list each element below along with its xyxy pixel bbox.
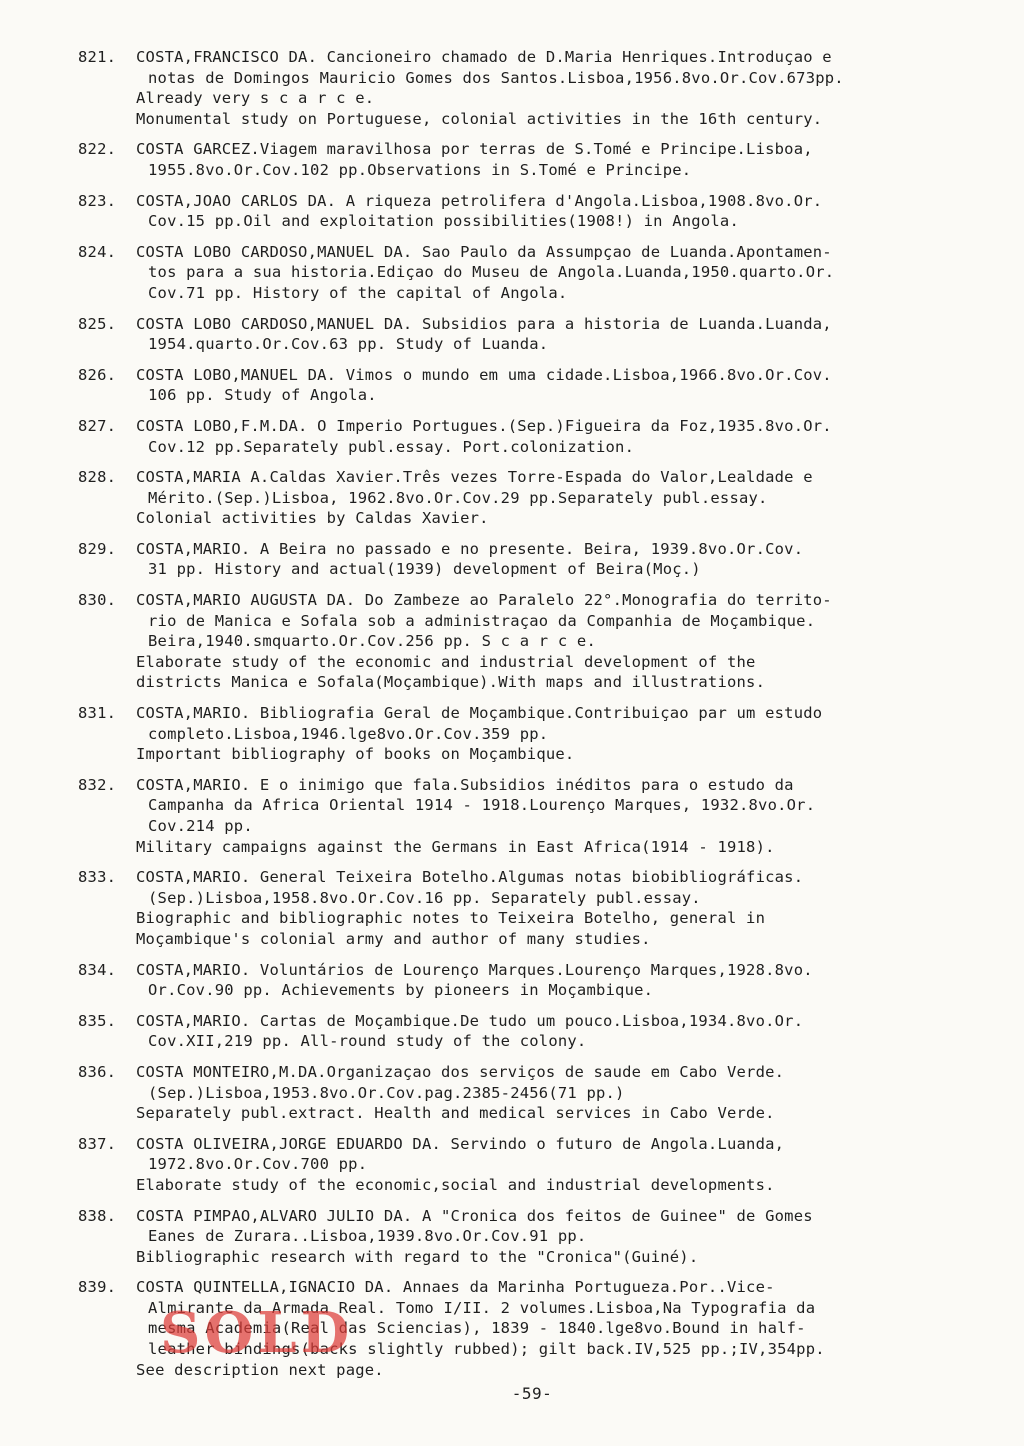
entry-line: COSTA GARCEZ.Viagem maravilhosa por terras de S.Tomé e Principe.Lisboa,: [136, 140, 813, 159]
sold-stamp: SOLD: [160, 1300, 354, 1366]
catalogue-entry: [78, 539, 978, 580]
entry-line: Biographic and bibliographic notes to Teixeira Botelho, general in: [136, 909, 766, 928]
catalogue-entry: [78, 590, 978, 693]
entry-text: [136, 1134, 978, 1196]
entry-line: COSTA OLIVEIRA,JORGE EDUARDO DA. Servindo o futuro de Angola.Luanda,: [136, 1134, 785, 1153]
catalogue-entry: [78, 960, 978, 1001]
entry-line: COSTA,MARIO. Cartas de Moçambique.De tudo um pouco.Lisboa,1934.8vo.Or.: [136, 1011, 804, 1030]
entry-line: Campanha da Africa Oriental 1914 - 1918.Lourenço Marques, 1932.8vo.Or.: [148, 796, 816, 815]
entry-text: [136, 191, 978, 232]
entry-line: COSTA,MARIO. Voluntários de Lourenço Marques.Lourenço Marques,1928.8vo.: [136, 960, 813, 979]
catalogue-entry: [78, 139, 978, 180]
catalogue-entry: [78, 191, 978, 232]
entry-number: 833.: [78, 868, 117, 887]
entry-number: 827.: [78, 416, 117, 435]
entry-line: COSTA,MARIO. General Teixeira Botelho.Algumas notas biobibliográficas.: [136, 868, 804, 887]
entry-number: 821.: [78, 48, 117, 66]
entry-number: 822.: [78, 140, 117, 159]
catalogue-entry: [78, 416, 978, 457]
entry-line: Military campaigns against the Germans in East Africa(1914 - 1918).: [136, 837, 775, 856]
entry-line: Cov.XII,219 pp. All-round study of the colony.: [148, 1032, 587, 1051]
entry-line: leather bindings(backs slightly rubbed); gilt back.IV,525 pp.;IV,354pp.: [148, 1340, 825, 1359]
entry-line: COSTA LOBO,MANUEL DA. Vimos o mundo em uma cidade.Lisboa,1966.8vo.Or.Cov.: [136, 365, 832, 384]
entry-line: Cov.214 pp.: [148, 817, 253, 835]
entry-number: 823.: [78, 191, 117, 210]
entry-text: [136, 416, 978, 457]
entry-line: COSTA,MARIO AUGUSTA DA. Do Zambeze ao Paralelo 22°.Monografia do territo-: [136, 591, 832, 610]
entry-line: rio de Manica e Sofala sob a administraçao da Companhia de Moçambique.: [148, 611, 816, 630]
entry-line: COSTA LOBO CARDOSO,MANUEL DA. Sao Paulo da Assumpçao de Luanda.Apontamen-: [136, 242, 832, 261]
entry-line: (Sep.)Lisboa,1953.8vo.Or.Cov.pag.2385-2456(71 pp.): [148, 1083, 625, 1102]
entry-line: COSTA LOBO CARDOSO,MANUEL DA. Subsidios para a historia de Luanda.Luanda,: [136, 314, 832, 333]
entry-line: 31 pp. History and actual(1939) development of Beira(Moç.): [148, 560, 701, 579]
entry-line: COSTA MONTEIRO,M.DA.Organizaçao dos serviços de saude em Cabo Verde.: [136, 1062, 785, 1081]
catalogue-entry: [78, 1277, 978, 1380]
entry-line: completo.Lisboa,1946.lge8vo.Or.Cov.359 pp.: [148, 724, 549, 743]
entry-number: 826.: [78, 365, 117, 384]
catalogue-entry: [78, 467, 978, 529]
entry-number: 839.: [78, 1278, 117, 1297]
entry-line: COSTA,MARIO. Bibliografia Geral de Moçambique.Contribuiçao par um estudo: [136, 704, 823, 723]
entry-line: Elaborate study of the economic and industrial development of the: [136, 652, 756, 671]
entry-line: Mérito.(Sep.)Lisboa, 1962.8vo.Or.Cov.29 pp.Separately publ.essay.: [148, 488, 768, 507]
entry-text: [136, 1206, 978, 1268]
catalogue-entry: [78, 47, 978, 129]
entry-line: Separately publ.extract. Health and medical services in Cabo Verde.: [136, 1104, 775, 1123]
entry-line: COSTA LOBO,F.M.DA. O Imperio Portugues.(Sep.)Figueira da Foz,1935.8vo.Or.: [136, 416, 832, 435]
entry-line: Or.Cov.90 pp. Achievements by pioneers in Moçambique.: [148, 981, 654, 1000]
entry-line: See description next page.: [136, 1360, 384, 1379]
entry-line: COSTA,JOAO CARLOS DA. A riqueza petrolifera d'Angola.Lisboa,1908.8vo.Or.: [136, 191, 823, 210]
page-number: -59-: [511, 1384, 553, 1403]
entry-line: Beira,1940.smquarto.Or.Cov.256 pp. S c a r c e.: [148, 632, 596, 651]
entry-line: mesma Academia(Real das Sciencias), 1839 - 1840.lge8vo.Bound in half-: [148, 1319, 806, 1338]
catalogue-entry: [78, 867, 978, 949]
catalogue-entry: [78, 242, 978, 304]
entry-line: COSTA,MARIO. E o inimigo que fala.Subsidios inéditos para o estudo da: [136, 775, 794, 794]
entry-line: COSTA,MARIO. A Beira no passado e no presente. Beira, 1939.8vo.Or.Cov.: [136, 539, 804, 558]
entry-text: [136, 242, 978, 304]
catalogue-entry: [78, 703, 978, 765]
entry-text: [136, 775, 978, 857]
entry-text: [136, 47, 978, 129]
entry-number: 838.: [78, 1206, 117, 1225]
entry-text: [136, 1011, 978, 1052]
entry-number: 834.: [78, 960, 117, 979]
entry-line: Already very s c a r c e.: [136, 89, 375, 108]
entry-line: COSTA QUINTELLA,IGNACIO DA. Annaes da Marinha Portugueza.Por..Vice-: [136, 1278, 775, 1297]
entry-text: [136, 1062, 978, 1124]
entry-number: 832.: [78, 775, 117, 794]
entry-number: 836.: [78, 1062, 117, 1081]
entry-line: Almirante da Armada Real. Tomo I/II. 2 volumes.Lisboa,Na Typografia da: [148, 1298, 816, 1317]
catalogue-entry: [78, 1011, 978, 1052]
entry-line: Important bibliography of books on Moçambique.: [136, 745, 575, 764]
catalogue-entry: [78, 365, 978, 406]
entry-line: Colonial activities by Caldas Xavier.: [136, 509, 489, 528]
entry-line: Cov.15 pp.Oil and exploitation possibilities(1908!) in Angola.: [148, 212, 739, 231]
entry-text: [136, 1277, 978, 1380]
entry-number: 829.: [78, 539, 117, 558]
entry-text: [136, 314, 978, 355]
entry-number: 824.: [78, 242, 117, 261]
entry-line: COSTA PIMPAO,ALVARO JULIO DA. A "Cronica dos feitos de Guinee" de Gomes: [136, 1206, 813, 1225]
entry-text: [136, 365, 978, 406]
entry-line: Monumental study on Portuguese, colonial activities in the 16th century.: [136, 109, 823, 128]
entry-line: 1954.quarto.Or.Cov.63 pp. Study of Luanda.: [148, 335, 549, 354]
entry-number: 831.: [78, 704, 117, 723]
entry-line: districts Manica e Sofala(Moçambique).With maps and illustrations.: [136, 673, 766, 692]
entry-text: [136, 703, 978, 765]
entry-line: COSTA,MARIA A.Caldas Xavier.Três vezes Torre-Espada do Valor,Lealdade e: [136, 468, 813, 487]
entry-number: 825.: [78, 314, 117, 333]
entry-number: 830.: [78, 591, 117, 610]
entry-line: Bibliographic research with regard to the "Cronica"(Guiné).: [136, 1247, 699, 1266]
catalogue-entry: [78, 1206, 978, 1268]
entry-line: 1972.8vo.Or.Cov.700 pp.: [148, 1155, 368, 1174]
catalogue-entry: [78, 1134, 978, 1196]
entry-line: COSTA,FRANCISCO DA. Cancioneiro chamado de D.Maria Henriques.Introduçao e: [136, 48, 832, 66]
entry-line: Moçambique's colonial army and author of many studies.: [136, 929, 651, 948]
entry-number: 835.: [78, 1011, 117, 1030]
entry-number: 828.: [78, 468, 117, 487]
entry-line: Eanes de Zurara..Lisboa,1939.8vo.Or.Cov.91 pp.: [148, 1227, 587, 1246]
entry-line: Cov.71 pp. History of the capital of Angola.: [148, 283, 568, 302]
entry-text: [136, 867, 978, 949]
entry-text: [136, 139, 978, 180]
entry-line: Elaborate study of the economic,social and industrial developments.: [136, 1175, 775, 1194]
entry-text: [136, 960, 978, 1001]
entry-number: 837.: [78, 1134, 117, 1153]
entry-line: 106 pp. Study of Angola.: [148, 386, 377, 405]
entry-line: 1955.8vo.Or.Cov.102 pp.Observations in S.Tomé e Principe.: [148, 160, 692, 179]
entry-line: notas de Domingos Mauricio Gomes dos Santos.Lisboa,1956.8vo.Or.Cov.673pp.: [148, 68, 844, 87]
entry-text: [136, 590, 978, 693]
entry-list: [78, 47, 978, 1390]
entry-line: Cov.12 pp.Separately publ.essay. Port.colonization.: [148, 437, 635, 456]
entry-text: [136, 467, 978, 529]
entry-line: tos para a sua historia.Ediçao do Museu de Angola.Luanda,1950.quarto.Or.: [148, 263, 835, 282]
catalogue-entry: [78, 1062, 978, 1124]
entry-line: (Sep.)Lisboa,1958.8vo.Or.Cov.16 pp. Separately publ.essay.: [148, 888, 701, 907]
entry-text: [136, 539, 978, 580]
catalogue-entry: [78, 314, 978, 355]
catalogue-entry: [78, 775, 978, 857]
